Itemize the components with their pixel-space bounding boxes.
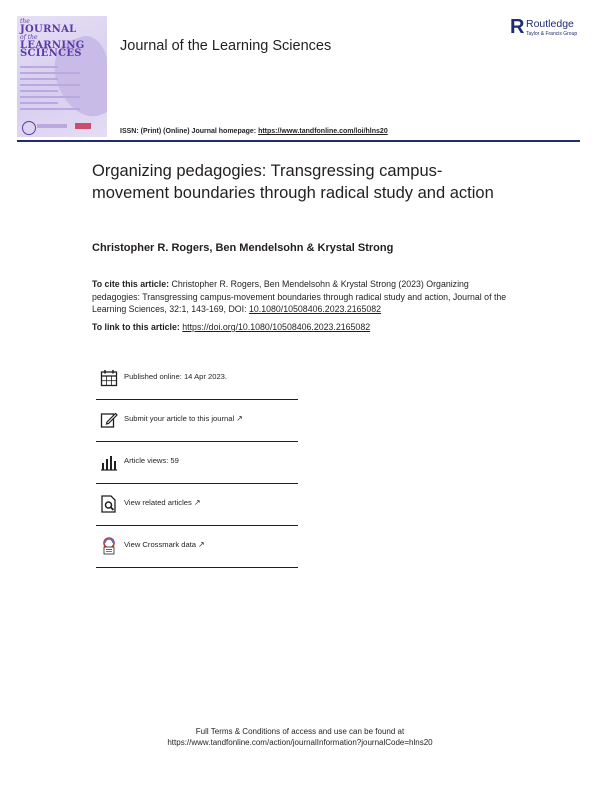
related-articles-link[interactable] [124, 498, 201, 507]
cover-title-journal: JOURNAL [20, 24, 77, 35]
routledge-logo[interactable] [510, 17, 590, 43]
crossmark-icon [100, 537, 118, 555]
external-link-icon: ↗ [193, 498, 201, 507]
cover-title-sciences: SCIENCES [20, 48, 82, 59]
cite-label: To cite this article: [92, 279, 170, 289]
cover-publisher-badge [75, 123, 91, 129]
journal-cover-thumbnail [17, 16, 107, 137]
cover-publisher-logo [22, 121, 36, 135]
crossmark-label: View Crossmark data [124, 540, 197, 549]
edit-icon [100, 411, 118, 429]
cover-title-of: of the [20, 34, 38, 41]
link-label: To link to this article: [92, 322, 180, 332]
cover-title-the: the [20, 18, 30, 25]
submit-article-link[interactable] [124, 414, 243, 423]
journal-name[interactable]: Journal of the Learning Sciences [120, 38, 332, 54]
bar-chart-icon [100, 453, 118, 471]
calendar-icon [100, 369, 118, 387]
external-link-icon: ↗ [236, 414, 243, 423]
article-doi-url[interactable]: https://doi.org/10.1080/10508406.2023.2165082 [182, 322, 371, 332]
article-title: Organizing pedagogies: Transgressing campus-movement boundaries through radical study and action [92, 162, 494, 202]
cite-text: Christopher R. Rogers, Ben Mendelsohn & Krystal Strong (2023) Organizing pedagogies: Transgressing campus-movement boundaries through radical study and action, Journal of the Learning Sciences, 32:1, 143-169, DOI: [92, 279, 507, 314]
submit-article-label: Submit your article to this journal [124, 414, 235, 423]
footer-terms-text: Full Terms & Conditions of access and use can be found at [195, 727, 405, 736]
info-row-published [96, 358, 298, 400]
article-views-label: Article views: 59 [124, 456, 179, 465]
external-link-icon: ↗ [198, 540, 205, 549]
info-row-views [96, 442, 298, 484]
article-link-line [92, 322, 370, 332]
issn-label: ISSN: (Print) (Online) Journal homepage: [120, 128, 257, 135]
article-authors: Christopher R. Rogers, Ben Mendelsohn & Krystal Strong [92, 242, 394, 254]
info-row-crossmark[interactable] [96, 526, 298, 568]
info-row-submit[interactable] [96, 400, 298, 442]
doi-link[interactable]: 10.1080/10508406.2023.2165082 [248, 304, 382, 314]
crossmark-link[interactable] [124, 540, 205, 549]
routledge-r-icon: R [510, 16, 525, 38]
publisher-tagline: Taylor & Francis Group [526, 31, 578, 37]
cover-title [20, 18, 85, 59]
footer-terms-url[interactable]: https://www.tandfonline.com/action/journalInformation?journalCode=hlns20 [167, 738, 433, 747]
cover-text-lines [20, 66, 102, 114]
related-articles-label: View related articles [124, 498, 192, 507]
issn-line [120, 128, 388, 135]
info-row-related[interactable] [96, 484, 298, 526]
cover-title-learning: LEARNING [20, 40, 85, 51]
citation-block [92, 278, 512, 316]
cover-publisher-text [37, 124, 67, 128]
publisher-name: Routledge [526, 18, 574, 30]
journal-homepage-link[interactable]: https://www.tandfonline.com/loi/hlns20 [258, 128, 388, 135]
search-document-icon [100, 495, 118, 513]
footer [0, 726, 600, 748]
header-divider [17, 140, 580, 142]
published-online-label: Published online: 14 Apr 2023. [124, 372, 228, 381]
